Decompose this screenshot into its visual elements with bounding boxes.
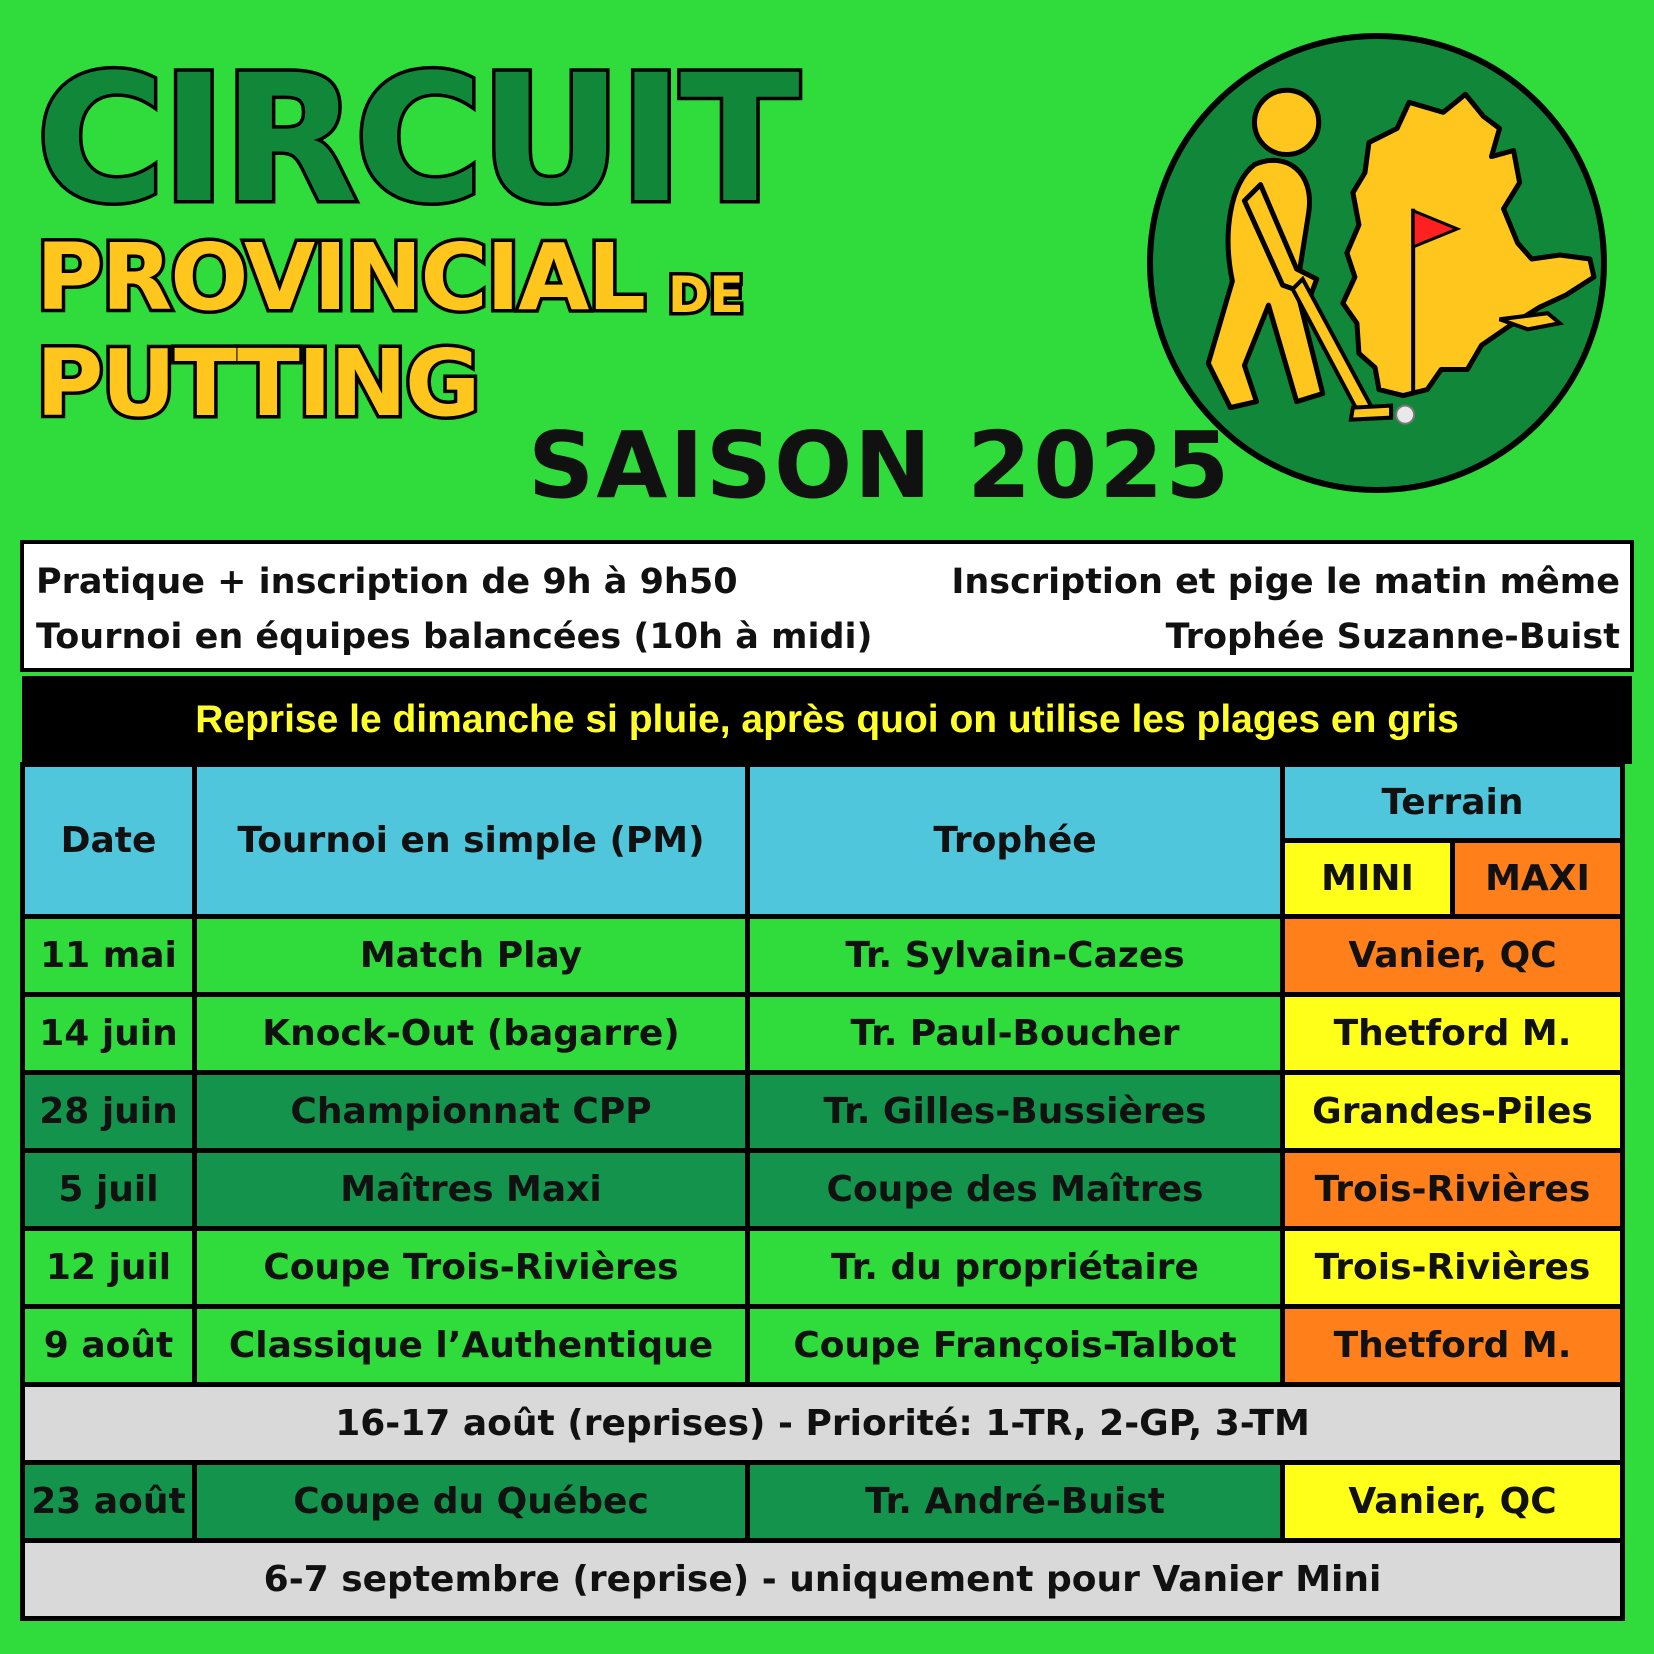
- row-date: 11 mai: [23, 917, 195, 995]
- makeup-row: [23, 1385, 1623, 1463]
- team-tournament-text: Tournoi en équipes balancées (10h à midi): [36, 617, 873, 657]
- season-title: SAISON 2025: [528, 412, 1232, 519]
- row-trophy: Tr. Gilles-Bussières: [748, 1073, 1283, 1151]
- row-venue: Thetford M.: [1283, 1307, 1623, 1385]
- row-date: 23 août: [23, 1463, 195, 1541]
- header-trophy: Trophée: [748, 765, 1283, 917]
- header-mini: MINI: [1283, 841, 1453, 917]
- row-venue: Grandes-Piles: [1283, 1073, 1623, 1151]
- info-box: [20, 540, 1634, 672]
- golfer-putting-on-quebec-map-icon: [1146, 32, 1608, 494]
- header-tournament: Tournoi en simple (PM): [195, 765, 748, 917]
- table-row: [23, 995, 1623, 1073]
- row-date: 12 juil: [23, 1229, 195, 1307]
- table-row: [23, 1307, 1623, 1385]
- table-row: [23, 1151, 1623, 1229]
- makeup-row: [23, 1541, 1623, 1619]
- row-date: 9 août: [23, 1307, 195, 1385]
- title-provincial: PROVINCIAL: [36, 224, 645, 331]
- row-trophy: Coupe François-Talbot: [748, 1307, 1283, 1385]
- golf-ball: [1396, 406, 1414, 424]
- row-venue: Thetford M.: [1283, 995, 1623, 1073]
- golfer-head: [1254, 90, 1318, 154]
- row-trophy: Coupe des Maîtres: [748, 1151, 1283, 1229]
- title-putting: PUTTING: [36, 330, 479, 437]
- title-de: DE: [668, 266, 744, 324]
- header-date: Date: [23, 765, 195, 917]
- row-venue: Vanier, QC: [1283, 1463, 1623, 1541]
- table-row: [23, 917, 1623, 995]
- registration-draw-text: Inscription et pige le matin même: [951, 562, 1620, 602]
- row-trophy: Tr. André-Buist: [748, 1463, 1283, 1541]
- table-row: [23, 1073, 1623, 1151]
- row-trophy: Tr. du propriétaire: [748, 1229, 1283, 1307]
- table-row: [23, 1463, 1623, 1541]
- row-tournament: Coupe du Québec: [195, 1463, 748, 1541]
- row-tournament: Classique l’Authentique: [195, 1307, 748, 1385]
- row-tournament: Maîtres Maxi: [195, 1151, 748, 1229]
- row-date: 5 juil: [23, 1151, 195, 1229]
- header-venue: Terrain: [1283, 765, 1623, 841]
- table-row: [23, 1229, 1623, 1307]
- row-tournament: Knock-Out (bagarre): [195, 995, 748, 1073]
- makeup-dates-august: 16-17 août (reprises) - Priorité: 1-TR, 2-GP, 3-TM: [23, 1385, 1623, 1463]
- row-trophy: Tr. Sylvain-Cazes: [748, 917, 1283, 995]
- row-venue: Trois-Rivières: [1283, 1229, 1623, 1307]
- row-venue: Trois-Rivières: [1283, 1151, 1623, 1229]
- row-trophy: Tr. Paul-Boucher: [748, 995, 1283, 1073]
- title-circuit: CIRCUIT: [36, 37, 796, 242]
- makeup-dates-september: 6-7 septembre (reprise) - uniquement pour Vanier Mini: [23, 1541, 1623, 1619]
- table-header-row: [23, 765, 1623, 841]
- rain-notice-banner: Reprise le dimanche si pluie, après quoi on utilise les plages en gris: [22, 676, 1632, 764]
- practice-registration-text: Pratique + inscription de 9h à 9h50: [36, 562, 738, 602]
- row-date: 28 juin: [23, 1073, 195, 1151]
- header-maxi: MAXI: [1453, 841, 1623, 917]
- row-tournament: Match Play: [195, 917, 748, 995]
- putter-head: [1351, 406, 1391, 420]
- team-trophy-text: Trophée Suzanne-Buist: [1165, 617, 1620, 657]
- row-tournament: Championnat CPP: [195, 1073, 748, 1151]
- schedule-table: [20, 762, 1625, 1621]
- row-date: 14 juin: [23, 995, 195, 1073]
- row-venue: Vanier, QC: [1283, 917, 1623, 995]
- row-tournament: Coupe Trois-Rivières: [195, 1229, 748, 1307]
